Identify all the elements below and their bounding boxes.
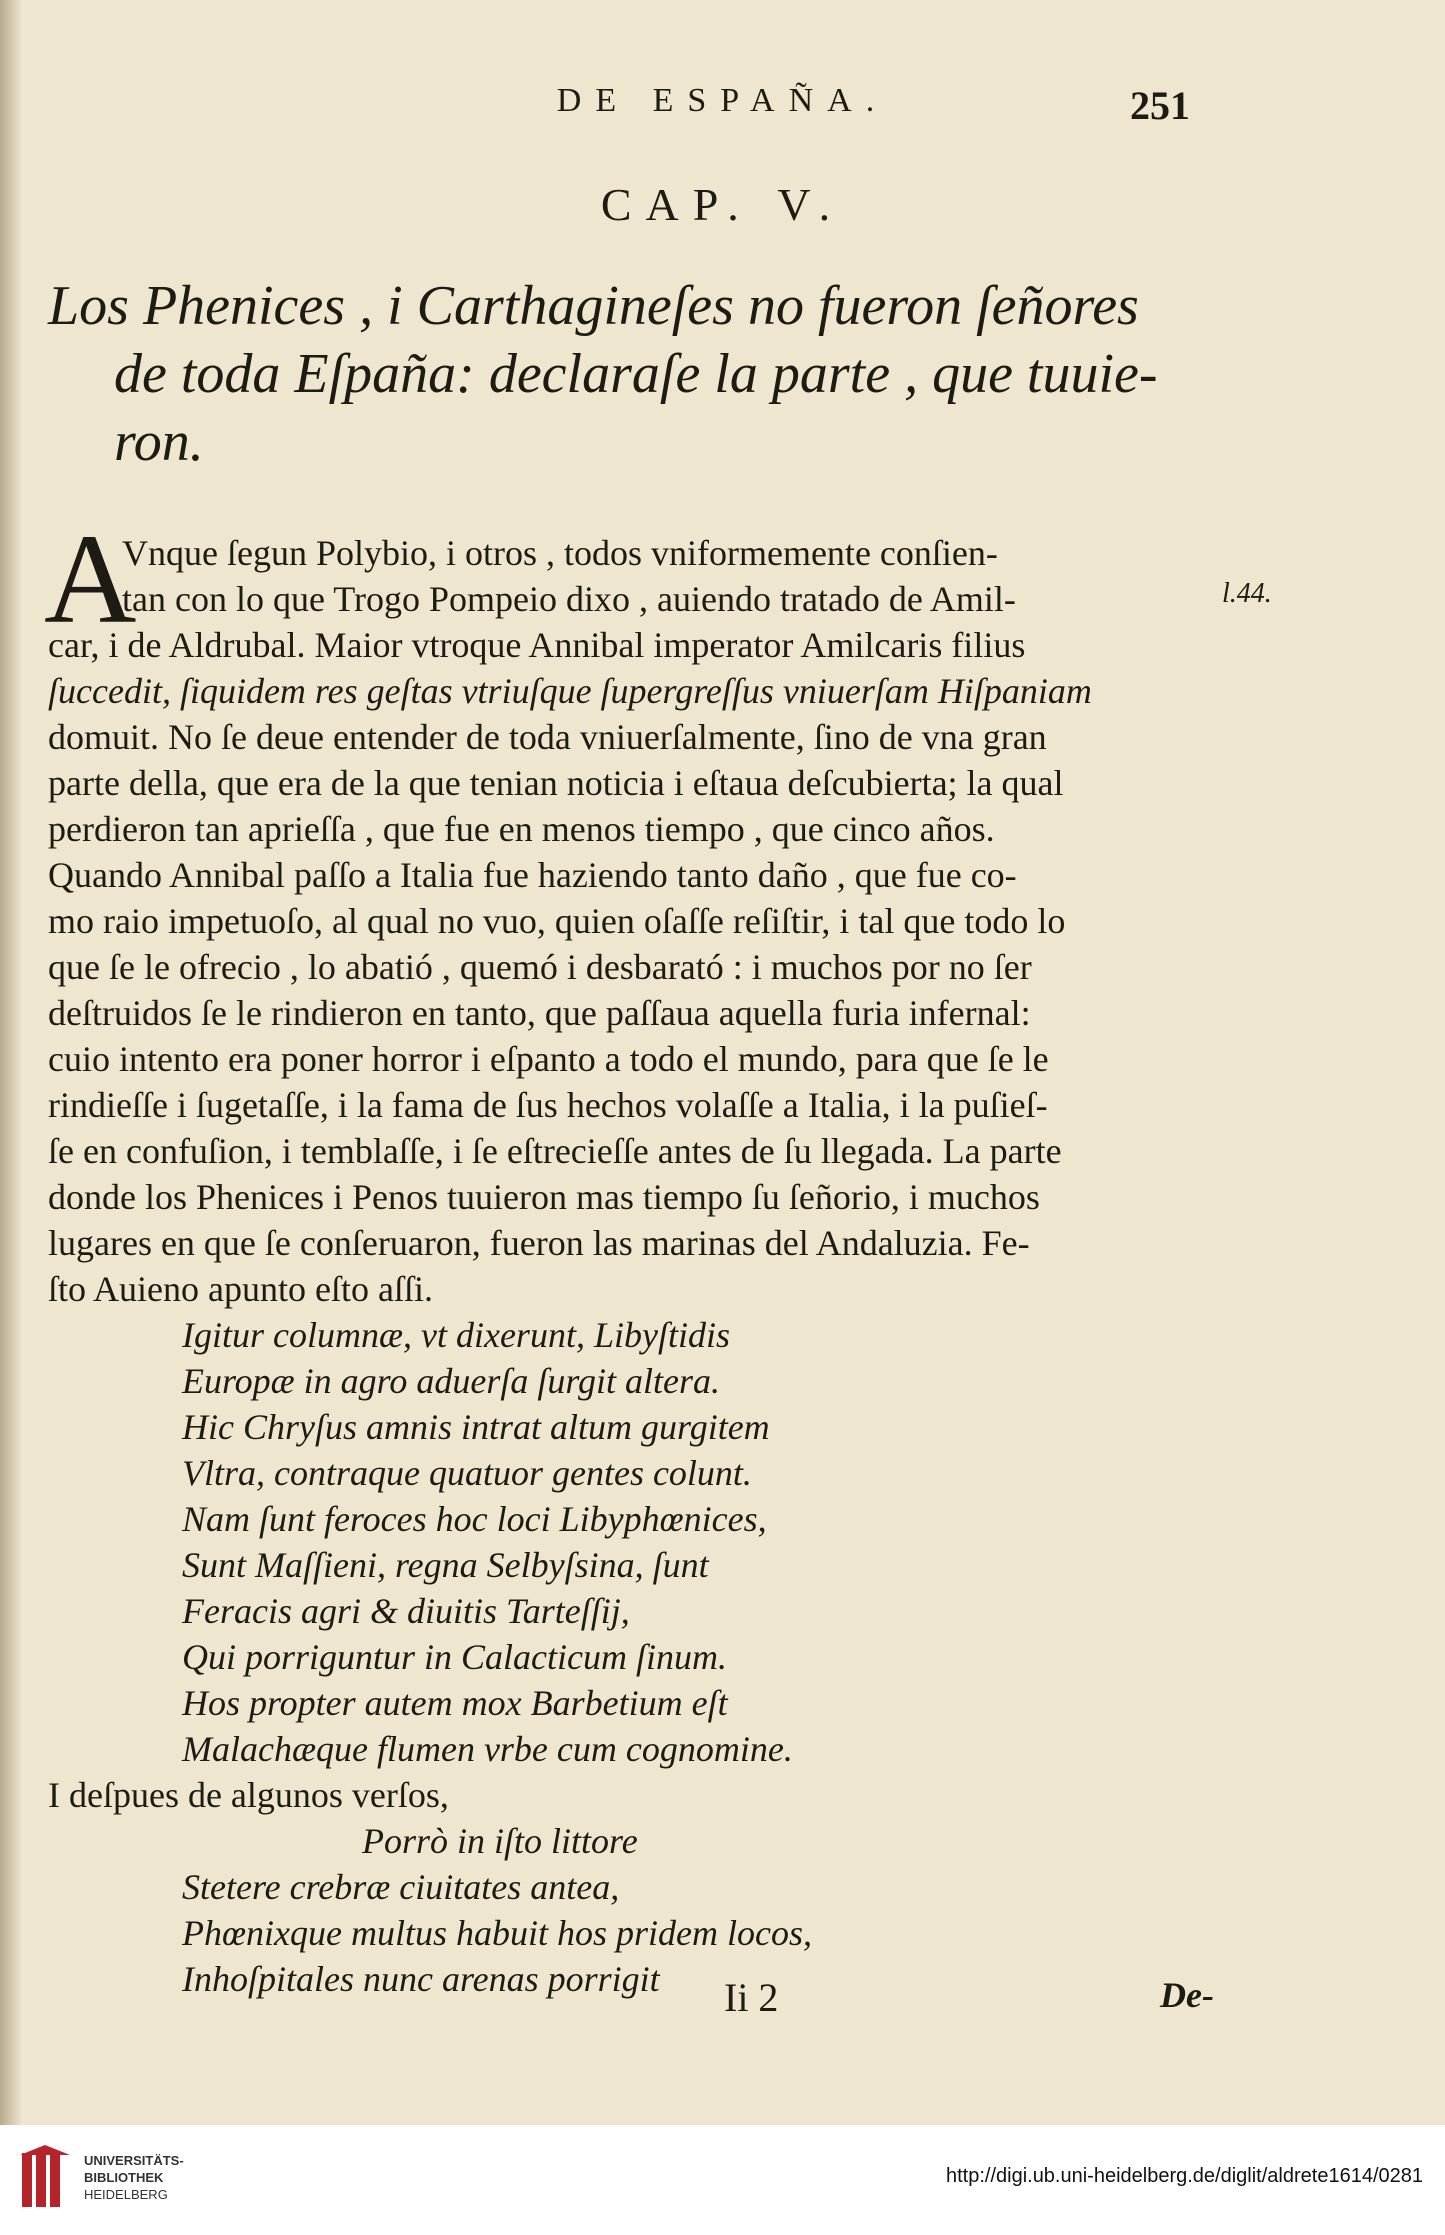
page-number: 251 bbox=[1130, 83, 1190, 128]
text-line: Stetere crebræ ciuitates antea, bbox=[182, 1867, 620, 1907]
library-logo-icon bbox=[16, 2145, 74, 2215]
running-head: DE ESPAÑA. bbox=[556, 82, 889, 119]
text-line: domuit. No ſe deue entender de toda vniuerſalmente, ſino de vna gran bbox=[48, 717, 1047, 757]
chapter-title-line: Los Phenices , i Carthagineſes no fueron ſeñores bbox=[48, 275, 1139, 337]
catchword: De- bbox=[1160, 1975, 1214, 2015]
text-line: Feracis agri & diuitis Tarteſſij, bbox=[182, 1591, 630, 1631]
text-line: Vltra, contraque quatuor gentes colunt. bbox=[182, 1453, 752, 1493]
text-line: Inhoſpitales nunc arenas porrigit bbox=[182, 1959, 660, 1999]
signature-mark: Ii 2 bbox=[724, 1975, 779, 2020]
text-line: Qui porriguntur in Calacticum ſinum. bbox=[182, 1637, 728, 1677]
drop-cap: A bbox=[44, 508, 137, 650]
text-line: ſe en confuſion, i temblaſſe, i ſe eſtrecieſſe antes de ſu llegada. La parte bbox=[48, 1131, 1062, 1171]
text-line: donde los Phenices i Penos tuuieron mas tiempo ſu ſeñorio, i muchos bbox=[48, 1177, 1040, 1217]
text-line: lugares en que ſe conſeruaron, fueron las marinas del Andaluzia. Fe- bbox=[48, 1223, 1030, 1263]
library-name-line: HEIDELBERG bbox=[84, 2187, 168, 2202]
text-line: rindieſſe i ſugetaſſe, i la fama de ſus hechos volaſſe a Italia, i la puſieſ- bbox=[48, 1085, 1048, 1125]
library-name-line: BIBLIOTHEK bbox=[84, 2170, 164, 2185]
text-line: parte della, que era de la que tenian noticia i eſtaua deſcubierta; la qual bbox=[48, 763, 1064, 803]
chapter-heading: CAP. V. bbox=[600, 179, 845, 230]
chapter-title-line: de toda Eſpaña: declaraſe la parte , que tuuie- bbox=[114, 343, 1158, 405]
text-line: deſtruidos ſe le rindieron en tanto, que paſſaua aquella furia infernal: bbox=[48, 993, 1031, 1033]
source-url-link[interactable]: http://digi.ub.uni-heidelberg.de/diglit/aldrete1614/0281 bbox=[945, 2165, 1423, 2187]
text-line: Europæ in agro aduerſa ſurgit altera. bbox=[182, 1361, 721, 1401]
library-name bbox=[84, 2152, 184, 2203]
chapter-title bbox=[48, 272, 1208, 476]
text-line: Hic Chryſus amnis intrat altum gurgitem bbox=[182, 1407, 770, 1447]
text-line: Vnque ſegun Polybio, i otros , todos vniformemente conſien- bbox=[122, 533, 998, 573]
text-line: mo raio impetuoſo, al qual no vuo, quien oſaſſe reſiſtir, i tal que todo lo bbox=[48, 901, 1066, 941]
library-name-line: UNIVERSITÄTS- bbox=[84, 2153, 184, 2168]
text-line: ſto Auieno apunto eſto aſſi. bbox=[48, 1269, 433, 1309]
text-line: perdieron tan aprieſſa , que fue en menos tiempo , que cinco años. bbox=[48, 809, 995, 849]
text-line: ſuccedit, ſiquidem res geſtas vtriuſque ſupergreſſus vniuerſam Hiſpaniam bbox=[48, 671, 1092, 711]
text-line: tan con lo que Trogo Pompeio dixo , auiendo tratado de Amil- bbox=[122, 579, 1016, 619]
text-line: que ſe le ofrecio , lo abatió , quemó i desbarató : i muchos por no ſer bbox=[48, 947, 1032, 987]
text-line: I deſpues de algunos verſos, bbox=[48, 1775, 449, 1815]
text-line: Hos propter autem mox Barbetium eſt bbox=[182, 1683, 728, 1723]
marginal-note: l.44. bbox=[1222, 578, 1272, 609]
text-line: Nam ſunt feroces hoc loci Libyphœnices, bbox=[182, 1499, 767, 1539]
text-line: Phœnixque multus habuit hos pridem locos, bbox=[182, 1913, 812, 1953]
text-line: Porrò in iſto littore bbox=[362, 1821, 638, 1861]
text-line: Igitur columnæ, vt dixerunt, Libyſtidis bbox=[182, 1315, 730, 1355]
text-line: Malachæque flumen vrbe cum cognomine. bbox=[182, 1729, 793, 1769]
text-line: car, i de Aldrubal. Maior vtroque Annibal imperator Amilcaris filius bbox=[48, 625, 1026, 665]
text-line: Quando Annibal paſſo a Italia fue haziendo tanto daño , que fue co- bbox=[48, 855, 1017, 895]
chapter-title-line: ron. bbox=[114, 411, 204, 473]
text-line: Sunt Maſſieni, regna Selbyſsina, ſunt bbox=[182, 1545, 709, 1585]
text-line: cuio intento era poner horror i eſpanto a todo el mundo, para que ſe le bbox=[48, 1039, 1049, 1079]
